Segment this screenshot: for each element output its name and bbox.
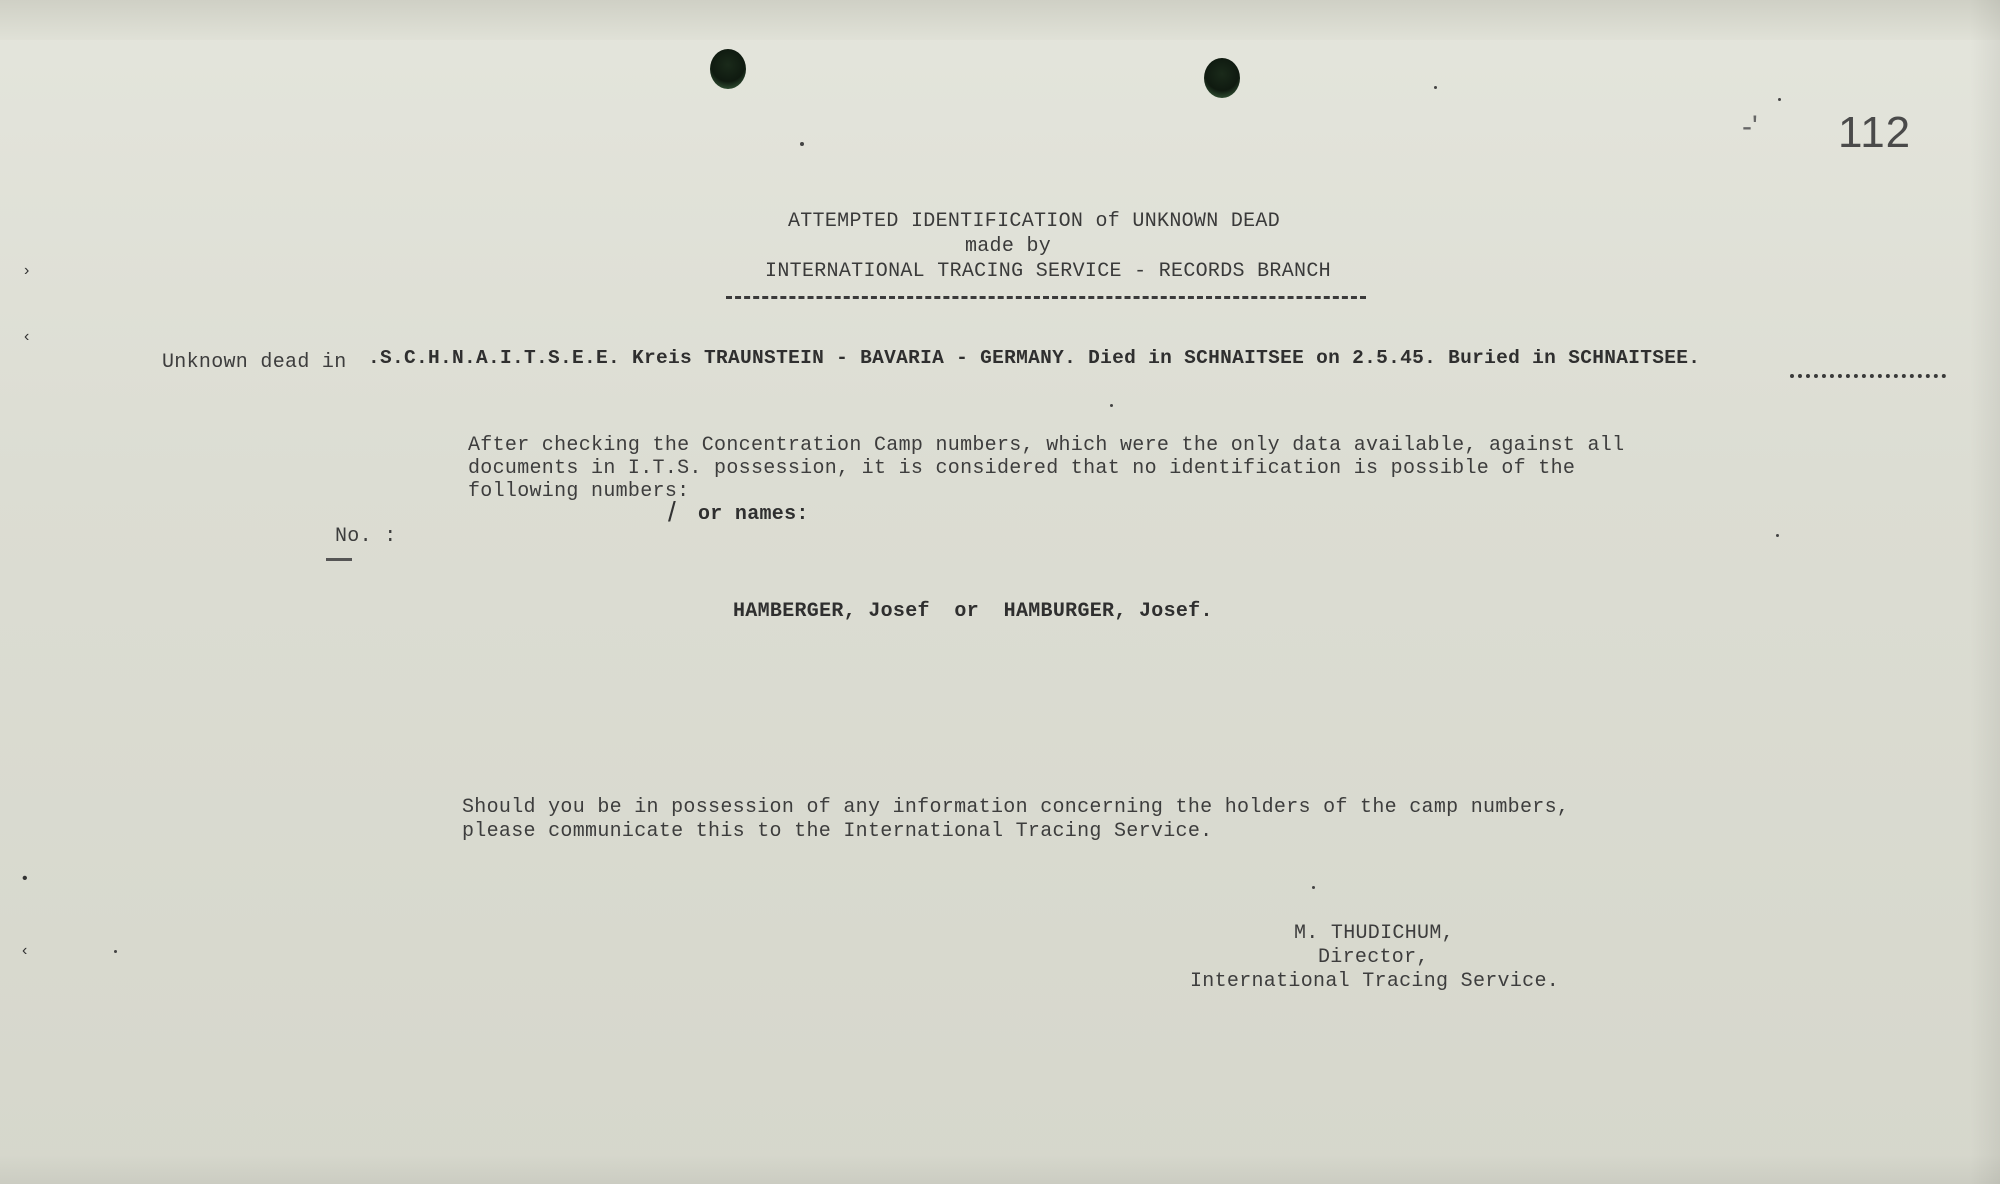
- speck: [800, 142, 804, 146]
- page-number: 112: [1838, 108, 1912, 157]
- paragraph-checking-line-1: After checking the Concentration Camp numbers, which were the only data available, against all: [468, 434, 1625, 457]
- signature-title: Director,: [1318, 946, 1429, 969]
- top-edge-shading: [0, 0, 2000, 40]
- punch-hole-right: [1204, 58, 1240, 98]
- speck: [1110, 404, 1113, 407]
- paragraph-request-line-2: please communicate this to the International Tracing Service.: [462, 820, 1213, 843]
- signature-name: M. THUDICHUM,: [1294, 922, 1454, 945]
- identified-names: HAMBERGER, Josef or HAMBURGER, Josef.: [733, 600, 1213, 623]
- number-label-underline: [326, 558, 352, 561]
- speck: [1312, 886, 1315, 889]
- margin-tick-2: ‹: [24, 328, 30, 345]
- paragraph-checking-line-2: documents in I.T.S. possession, it is considered that no identification is possible of the: [468, 457, 1576, 480]
- paragraph-checking-line-3: following numbers:: [468, 480, 690, 503]
- heading-dashed-rule: [726, 296, 1366, 299]
- paragraph-checking: [468, 434, 1624, 503]
- speck: [114, 950, 117, 953]
- heading-organization: INTERNATIONAL TRACING SERVICE - RECORDS BRANCH: [765, 260, 1331, 283]
- paragraph-request: [462, 796, 1569, 844]
- speck: [1434, 86, 1437, 89]
- signature-organization: International Tracing Service.: [1190, 970, 1560, 993]
- slash-mark: /: [668, 496, 676, 527]
- margin-tick-1: ›: [24, 262, 30, 279]
- paragraph-request-line-1: Should you be in possession of any information concerning the holders of the camp numbers,: [462, 796, 1570, 819]
- unknown-dead-label: Unknown dead in: [162, 351, 347, 374]
- heading-title: ATTEMPTED IDENTIFICATION of UNKNOWN DEAD: [787, 210, 1281, 233]
- unknown-dead-location: .S.C.H.N.A.I.T.S.E.E. Kreis TRAUNSTEIN - BAVARIA - GERMANY. Died in SCHNAITSEE on 2.5.45. Buried in SCHNAITSEE.: [368, 347, 1701, 369]
- number-label: No. :: [335, 525, 397, 548]
- or-names-label: or names:: [698, 503, 809, 526]
- margin-tick-3: •: [22, 870, 28, 887]
- heading-made-by: made by: [964, 235, 1052, 258]
- dotted-fill-line: [1790, 374, 1946, 378]
- right-edge-shading: [1970, 0, 2000, 1184]
- bottom-edge-shading: [0, 1154, 2000, 1184]
- speck: [1778, 98, 1781, 101]
- margin-tick-4: ‹: [22, 942, 28, 959]
- speck: [1776, 534, 1779, 537]
- punch-hole-left: [710, 49, 746, 89]
- corner-mark: -': [1742, 110, 1758, 143]
